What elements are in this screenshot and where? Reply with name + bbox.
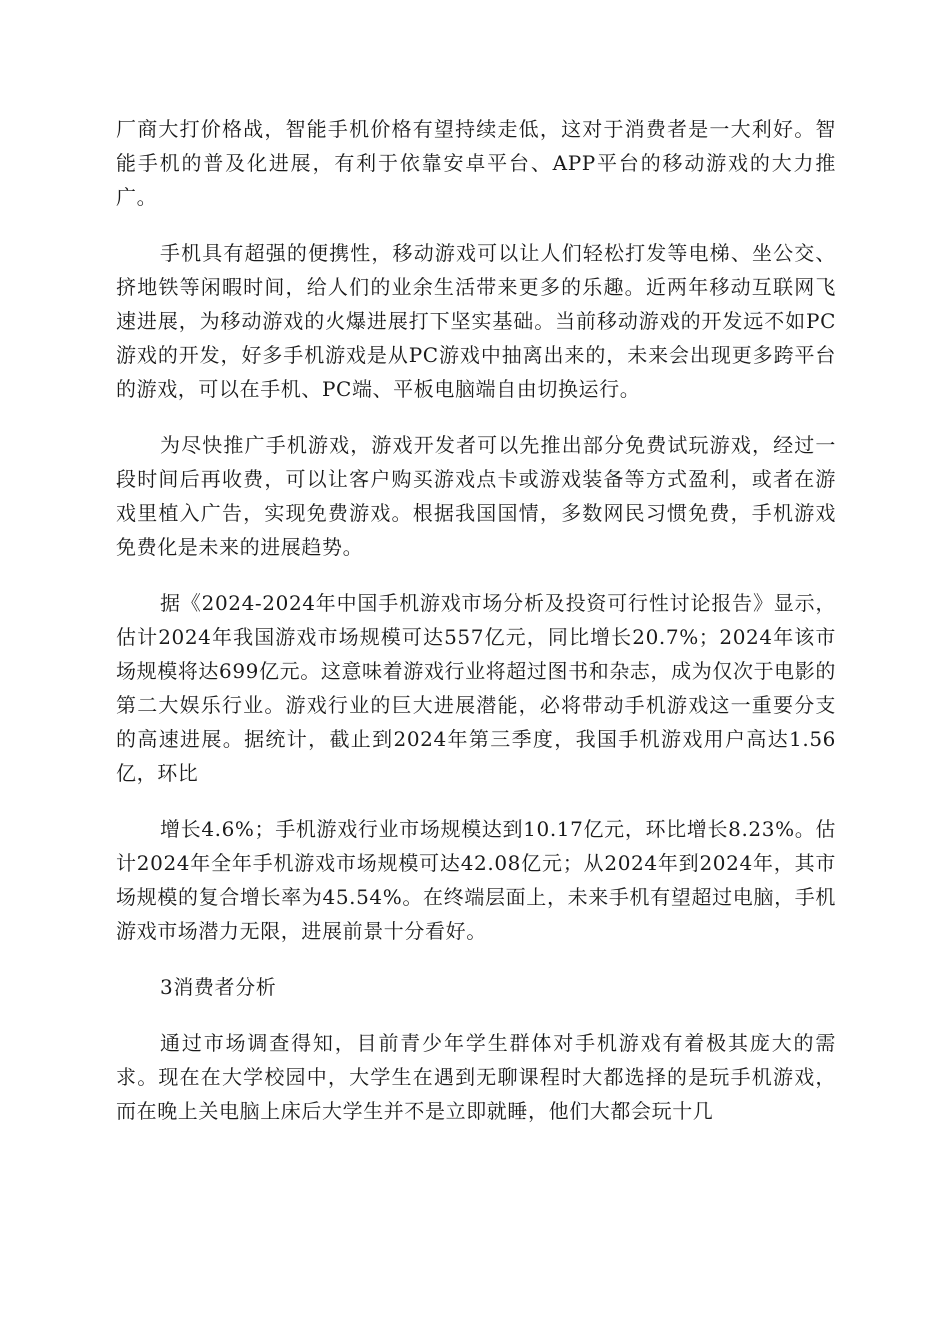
document-page bbox=[116, 112, 836, 1128]
paragraph-2: 手机具有超强的便携性，移动游戏可以让人们轻松打发等电梯、坐公交、挤地铁等闲暇时间，给人们的业余生活带来更多的乐趣。近两年移动互联网飞速进展，为移动游戏的火爆进展打下坚实基础。当前移动游戏的开发远不如PC游戏的开发，好多手机游戏是从PC游戏中抽离出来的，未来会出现更多跨平台的游戏，可以在手机、PC端、平板电脑端自由切换运行。 bbox=[116, 241, 836, 401]
paragraph-5: 增长4.6%；手机游戏行业市场规模达到10.17亿元，环比增长8.23%。估计2024年全年手机游戏市场规模可达42.08亿元；从2024年到2024年，其市场规模的复合增长率为45.54%。在终端层面上，未来手机有望超过电脑，手机游戏市场潜力无限，进展前景十分看好。 bbox=[116, 817, 836, 943]
paragraph-1: 厂商大打价格战，智能手机价格有望持续走低，这对于消费者是一大利好。智能手机的普及化进展，有利于依靠安卓平台、APP平台的移动游戏的大力推广。 bbox=[116, 117, 836, 209]
paragraph-4: 据《2024-2024年中国手机游戏市场分析及投资可行性讨论报告》显示，估计2024年我国游戏市场规模可达557亿元，同比增长20.7%；2024年该市场规模将达699亿元。这意味着游戏行业将超过图书和杂志，成为仅次于电影的第二大娱乐行业。游戏行业的巨大进展潜能，必将带动手机游戏这一重要分支的高速进展。据统计，截止到2024年第三季度，我国手机游戏用户高达1.56亿，环比 bbox=[116, 591, 836, 785]
section-heading: 3消费者分析 bbox=[160, 975, 277, 999]
paragraph-3: 为尽快推广手机游戏，游戏开发者可以先推出部分免费试玩游戏，经过一段时间后再收费，可以让客户购买游戏点卡或游戏装备等方式盈利，或者在游戏里植入广告，实现免费游戏。根据我国国情，多数网民习惯免费，手机游戏免费化是未来的进展趋势。 bbox=[116, 433, 836, 559]
paragraph-6: 通过市场调查得知，目前青少年学生群体对手机游戏有着极其庞大的需求。现在在大学校园中，大学生在遇到无聊课程时大都选择的是玩手机游戏，而在晚上关电脑上床后大学生并不是立即就睡，他们大都会玩十几 bbox=[116, 1031, 836, 1123]
